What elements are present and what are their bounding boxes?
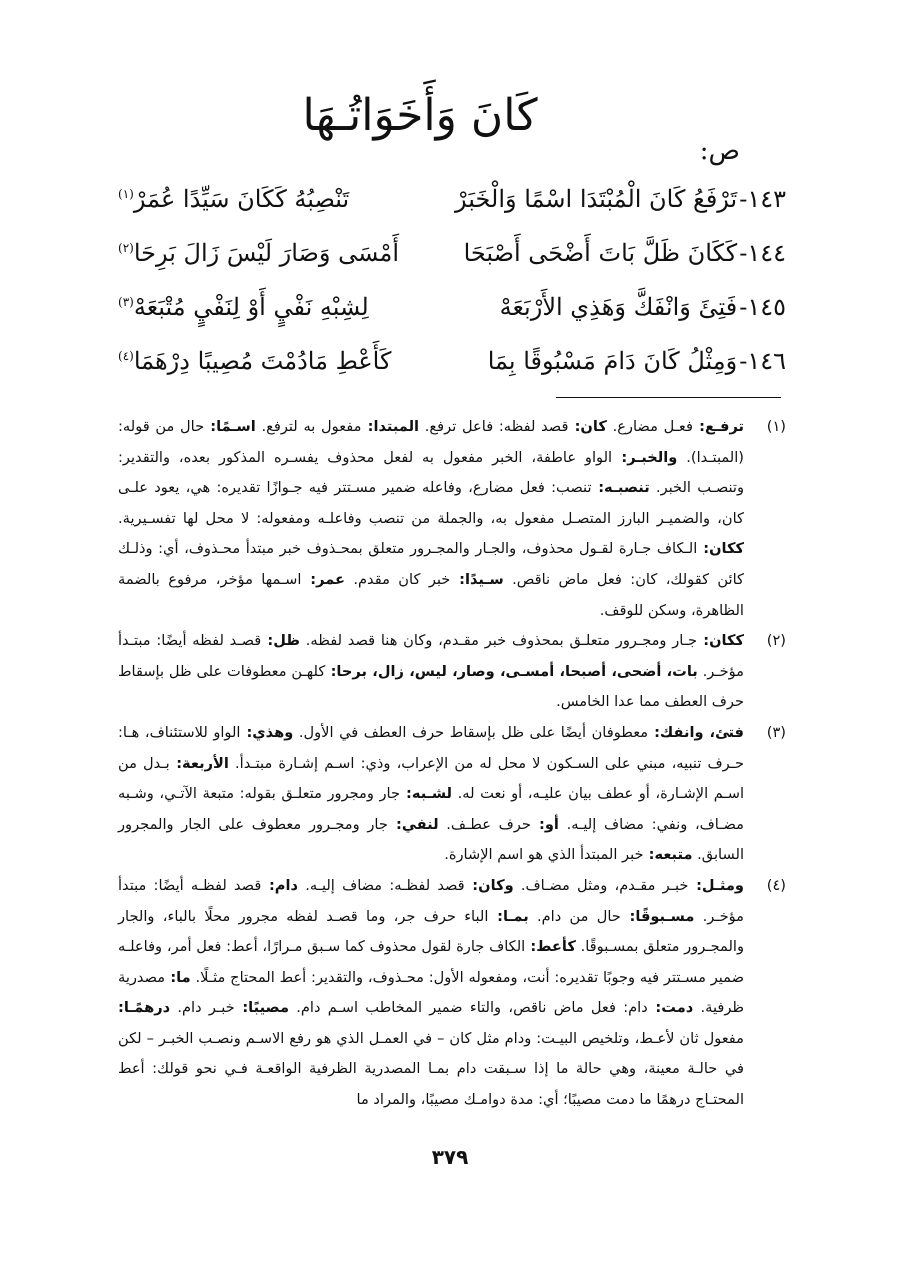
second-half-text: أَمْسَى وَصَارَ لَيْسَ زَالَ بَرِحَا [133, 239, 400, 267]
footnote-explanation: خبـر مقـدم، ومثل مضـاف. [513, 876, 689, 894]
footnote-keyword: ومثـل: [688, 876, 744, 894]
footnote-text [118, 418, 744, 619]
footnote-ref[interactable]: (٤) [118, 349, 134, 363]
footnote-keyword: المبتدا: [361, 418, 420, 435]
footnote-number: (١) [766, 418, 786, 435]
footnote [118, 412, 786, 626]
footnote-keyword: اسـمًا: [204, 418, 256, 435]
second-half-text: لِشِبْهِ نَفْيٍ أَوْ لِنَفْيٍ مُتْبَعَهْ [133, 293, 369, 321]
footnote-explanation: جـار ومجـرور متعلـق بمحذوف خبر مقـدم، وكان هنا قصد لفظه. [300, 632, 698, 650]
footnote-keyword: فتئ، وانفك: [648, 723, 744, 741]
footnote-explanation: حرف عطـف. [438, 815, 531, 833]
footnote-ref[interactable]: (٢) [118, 241, 134, 255]
footnote-keyword: كان: [568, 418, 607, 435]
footnote-explanation: حال من دام. [528, 907, 621, 925]
footnote-number: (٣) [766, 723, 786, 741]
footnote-explanation: كلهـن معطوفات على ظل بإسقاط حرف العطف مما عدا الخامس. [118, 662, 744, 711]
verse-number: ١٤٦- [739, 347, 786, 375]
footnote-explanation: حال من قوله: (المبتـدا). [118, 418, 744, 466]
page-number: ٣٧٩ [431, 1145, 469, 1169]
footnote-explanation: قصد لفظه: فاعل ترفع. [419, 418, 569, 435]
footnote-explanation: تنصب: فعل مضارع، وفاعله ضمير مسـتتر فيه جـوازًا تقديره: هي، يعود علـى كان، والضميـر البارز المتصـل مفعول به، والجملة من تنصب وفاعلـه ومفعوله: لا محل لها تفسـيرية. [118, 479, 744, 527]
verse-block [118, 172, 786, 388]
footnote-explanation: قصد لفظـه: مضاف إليـه. [298, 876, 465, 894]
second-half-text: تَنْصِبُهُ كَكَانَ سَيِّدًا عُمَرْ [133, 185, 350, 213]
verse-number: ١٤٤- [739, 239, 786, 267]
verse-second-half [118, 172, 349, 226]
footnote-keyword: والخبـر: [612, 448, 678, 466]
footnote-explanation: الـكاف جـارة لقـول محذوف، والجـار والمجـرور متعلق بمحـذوف خبر مبتدأ محـذوف، أي: وذلـك كائن كقولك، كان: فعل ماض ناقص. [118, 540, 744, 588]
verse-first-half [455, 172, 786, 226]
footnote-keyword: الأربعة: [169, 754, 229, 772]
footnote-explanation: الباء حرف جر، وما قصـد لفظه مجرور محلًا بالباء، والجار والمجـرور متعلق بمسـبوقًا. [118, 907, 744, 956]
footnote-keyword: وهذي: [240, 723, 294, 741]
footnote-explanation: مصدرية ظرفية. [118, 968, 744, 1017]
first-half-text: وَمِثْلُ كَانَ دَامَ مَسْبُوقًا بِمَا [487, 347, 738, 375]
footnote-keyword: بات، أضحى، أصبحا، أمسـى، وصار، ليس، زال، برحا: [325, 662, 698, 680]
verse-line [118, 226, 786, 280]
footnote-keyword: درهمًـا: [118, 999, 171, 1017]
verse-number: ١٤٣- [739, 185, 786, 213]
footnote-keyword: ظل: [261, 632, 301, 650]
first-half-text: تَرْفَعُ كَانَ الْمُبْتَدَا اسْمًا وَالْخَبَرْ [455, 185, 738, 213]
footnote-keyword: دام: [261, 876, 298, 894]
footnote-keyword: مصيبًا: [234, 999, 289, 1017]
footnote-keyword: عمر: [301, 570, 345, 588]
footnote-keyword: ما: [165, 968, 191, 986]
footnote-explanation: خبر كان مقدم. [344, 570, 451, 588]
footnote-keyword: أو: [530, 815, 559, 833]
footnote-keyword: كأعط: [525, 938, 576, 956]
footnote-explanation: دام: فعل ماض ناقص، والتاء ضمير المخاطب اسـم دام. [288, 999, 648, 1017]
verse-line [118, 172, 786, 226]
footnote-explanation: معطوفان أيضًا على ظل بإسقاط حرف العطف في الأول. [293, 723, 649, 741]
footnote-keyword: ككان: [697, 540, 744, 558]
footnote-explanation: جار ومجرور متعلـق بقوله: متبعة الآتـي، وشـبه مضـاف، ونفي: مضاف إليـه. [118, 785, 744, 833]
footnote-keyword: مسـبوقًا: [620, 907, 695, 925]
footnote-keyword: دمت: [647, 999, 694, 1017]
footnote-keyword: ترفـع: [692, 418, 745, 435]
footnote-explanation: مفعول به لترفع. [255, 418, 362, 435]
verse-first-half [488, 334, 786, 388]
footnote-keyword: بمـا: [488, 907, 529, 925]
footnote [118, 718, 786, 871]
footnote-text [118, 877, 744, 1108]
verse-first-half [464, 226, 786, 280]
footnote-keyword: متبعه: [643, 846, 693, 864]
footnote-keyword: تنصبـه: [591, 479, 650, 497]
verse-line [118, 334, 786, 388]
footnote-explanation: جار ومجـرور معطوف على الجار والمجرور السابق. [118, 815, 744, 864]
chapter-title: كَانَ وَأَخَوَاتُـهَا [302, 90, 538, 141]
first-half-text: كَكَانَ ظَلَّ بَاتَ أَضْحَى أَصْبَحَا [463, 239, 738, 267]
footnote-separator [556, 397, 781, 398]
footnote-number: (٢) [766, 632, 786, 650]
verse-line [118, 280, 786, 334]
footnote-keyword: وكان: [464, 876, 514, 894]
footnote-text [118, 724, 744, 863]
second-half-text: كَأَعْطِ مَادُمْتَ مُصِيبًا دِرْهَمَا [133, 347, 392, 375]
verse-first-half [500, 280, 786, 334]
verse-number: ١٤٥- [739, 293, 786, 321]
footnote-explanation: خبـر دام. [170, 999, 235, 1017]
verse-second-half [118, 226, 399, 280]
footnote-explanation: الكاف جارة لقول محذوف كما سـبق مـرارًا، أعط: فعل أمر، وفاعلـه ضمير مسـتتر فيه وجوبًا تقديره: أنت، ومفعوله الأول: محـذوف، والتقدير: أعط المحتاج مثـلًا. [118, 938, 744, 986]
footnote [118, 626, 786, 718]
footnote-ref[interactable]: (١) [118, 187, 134, 201]
footnote-explanation: الواو للاستئناف، هـا: حـرف تنبيه، مبني على السـكون لا محل له من الإعراب، وذي: اسـم إشـارة مبتـدأ. [118, 723, 744, 772]
footnote-explanation: قصد لفظـه أيضًا: مبتدأ مؤخـر. [118, 876, 745, 925]
first-half-text: فَتِئَ وَانْفَكَّ وَهَذِي الأَرْبَعَهْ [499, 293, 738, 321]
footnote-explanation: اسـمها مؤخر، مرفوع بالضمة الظاهرة، وسكن للوقف. [118, 570, 744, 619]
verse-second-half [118, 334, 391, 388]
footnote [118, 871, 786, 1116]
footnote-keyword: سـيدًا: [450, 570, 504, 588]
footnote-explanation: خبر المبتدأ الذي هو اسم الإشارة. [444, 846, 644, 864]
footnote-number: (٤) [766, 876, 786, 894]
verse-second-half [118, 280, 369, 334]
text-label: ص: [699, 136, 740, 166]
footnote-ref[interactable]: (٣) [118, 295, 134, 309]
footnote-text [118, 632, 744, 710]
footnote-explanation: بـدل من اسـم الإشـارة، أو عطف بيان عليـه، أو نعت له. [118, 754, 745, 803]
footnote-explanation: مفعول ثان لأعـط، وتلخيص البيـت: ودام مثل كان – في العمـل الذي هو رفع الاسـم ونصـب الخبـر – لكن في حالـة معينة، وهي حالة ما إذا سـبقت دام بمـا المصدرية الظرفية الواقعـة فـي نحو قولك: أعط المحتـاج درهمًا ما دمت مصيبًا؛ أي: مدة دوامـك مصيبًا، والمراد ما [118, 1029, 744, 1109]
footnote-keyword: لشـبه: [400, 785, 453, 803]
footnote-explanation: الواو عاطفة، الخبر مفعول به لفعل محذوف يفسـره المذكور بعده، والتقدير: وتنصـب الخبر. [118, 448, 745, 497]
footnote-keyword: لنفي: [387, 815, 439, 833]
footnote-explanation: فعـل مضارع. [606, 418, 693, 435]
footnote-explanation: قصـد لفظه أيضًا: مبتـدأ مؤخـر. [118, 632, 744, 680]
footnotes-section [118, 412, 786, 1116]
footnote-keyword: ككان: [697, 632, 744, 650]
